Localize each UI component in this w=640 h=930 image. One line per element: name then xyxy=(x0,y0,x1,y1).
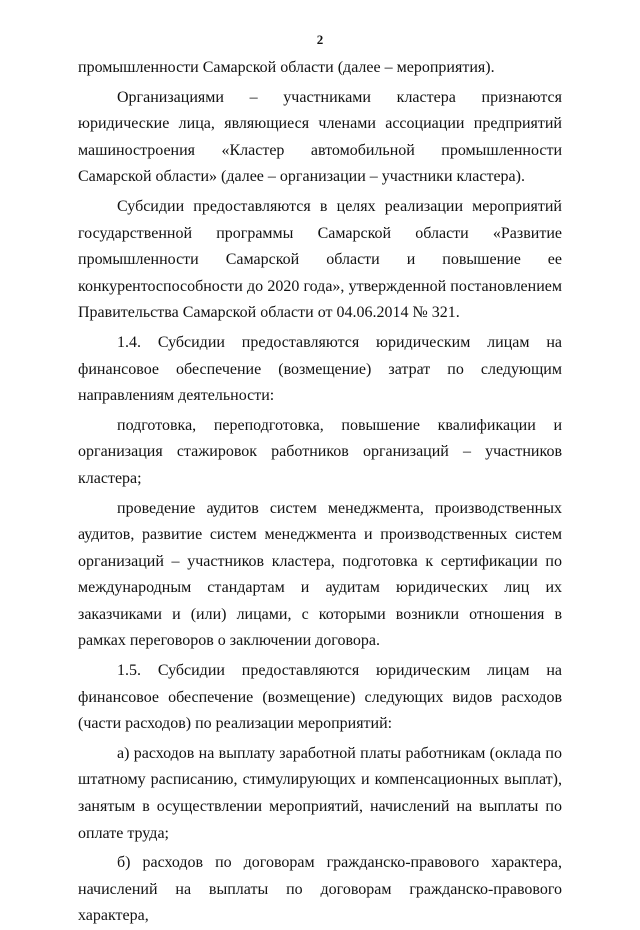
paragraph-subsidy-purpose: Субсидии предоставляются в целях реализации мероприятий государственной программы Самарской области «Развитие промышленности Самарской области и повышение ее конкурентоспособности до 2020 года», утвержденной постановлением Правительства Самарской области от 04.06.2014 № 321. xyxy=(78,197,562,322)
document-body xyxy=(78,55,562,930)
paragraph-continuation: промышленности Самарской области (далее – мероприятия). xyxy=(78,59,495,76)
paragraph-audits: проведение аудитов систем менеджмента, производственных аудитов, развитие систем менеджмента и производственных систем организаций – участников кластера, подготовка к сертификации по международным стандартам и аудитам юридических лиц их заказчиками и (или) лицами, с которыми возникли отношения в рамках переговоров о заключении договора. xyxy=(78,499,562,650)
page-number: 2 xyxy=(316,32,324,47)
paragraph-item-b: б) расходов по договорам гражданско-правового характера, начислений на выплаты по договорам гражданско-правового характера, xyxy=(78,854,562,925)
paragraph-section-1-5: 1.5. Субсидии предоставляются юридическим лицам на финансовое обеспечение (возмещение) следующих видов расходов (части расходов) по реализации мероприятий: xyxy=(78,662,562,733)
paragraph-cluster-participants: Организациями – участниками кластера признаются юридические лица, являющиеся членами ассоциации предприятий машиностроения «Кластер автомобильной промышленности Самарской области» (далее – организации – участники кластера). xyxy=(78,88,562,186)
paragraph-section-1-4: 1.4. Субсидии предоставляются юридическим лицам на финансовое обеспечение (возмещение) затрат по следующим направлениям деятельности: xyxy=(78,333,562,405)
paragraph-training: подготовка, переподготовка, повышение квалификации и организация стажировок работников организаций – участников кластера; xyxy=(78,416,562,487)
paragraph-item-a: а) расходов на выплату заработной платы работникам (оклада по штатному расписанию, стимулирующих и компенсационных выплат), занятым в осуществлении мероприятий, начислений на выплаты по оплате труда; xyxy=(78,744,562,842)
